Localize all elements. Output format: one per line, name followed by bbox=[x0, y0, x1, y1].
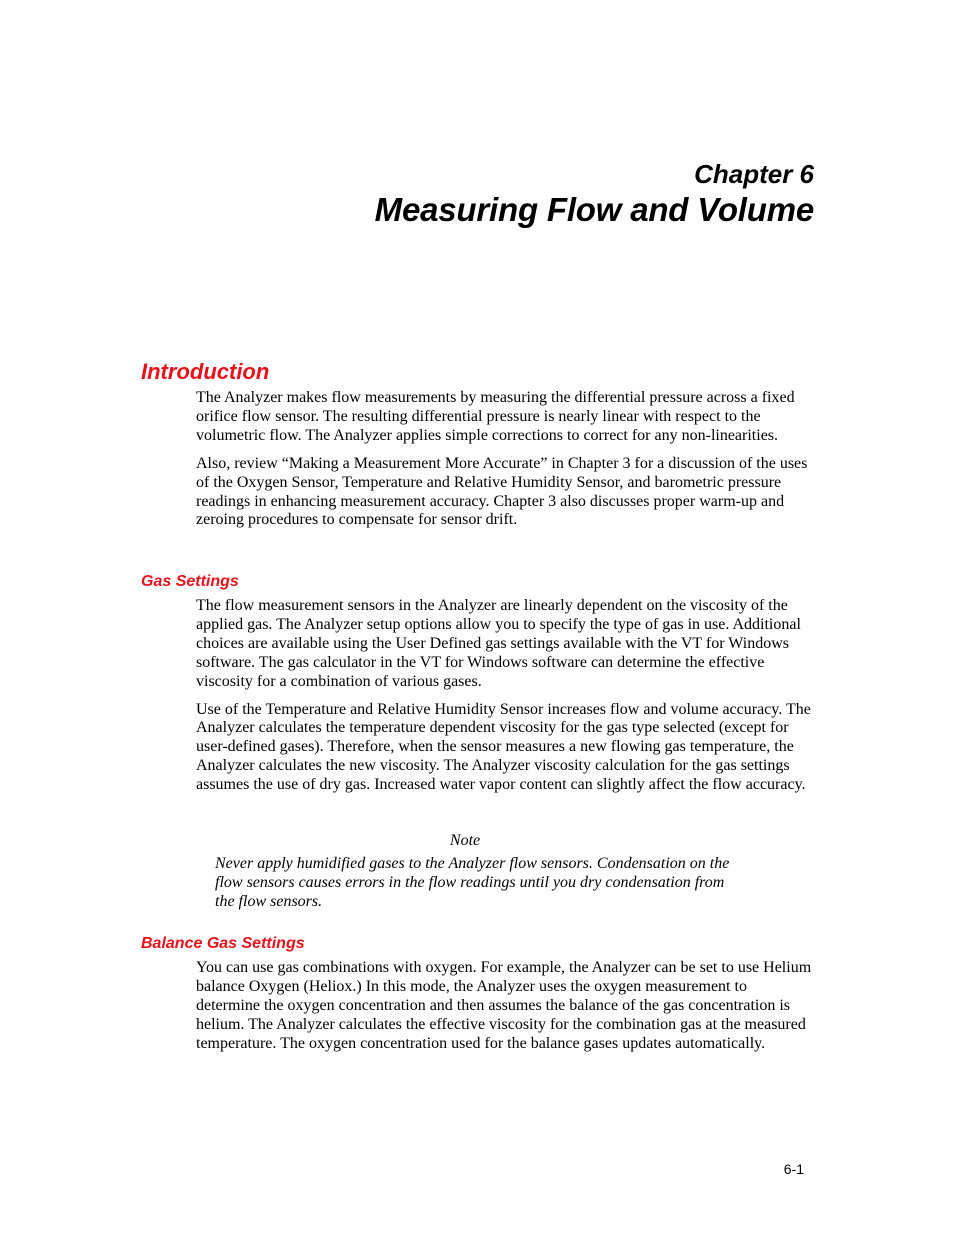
paragraph: You can use gas combinations with oxygen. For example, the Analyzer can be set to use Helium balance Oxygen (Heliox.) In this mode, the Analyzer uses the oxygen measurement to determine the oxygen concentration and then assumes the balance of the gas concentration is helium. The Analyzer calculates the effective viscosity for the combination gas at the measured temperature. The oxygen concentration used for the balance gases updates automatically. bbox=[196, 959, 812, 1052]
note-text: Never apply humidified gases to the Analyzer flow sensors. Condensation on the flow sensors causes errors in the flow readings until you dry condensation from the flow sensors. bbox=[215, 855, 730, 910]
note-block bbox=[215, 831, 735, 911]
chapter-title: Measuring Flow and Volume bbox=[374, 191, 814, 228]
section-heading-introduction: Introduction bbox=[141, 359, 270, 384]
section-body-gas-settings bbox=[196, 597, 812, 804]
section-heading-gas-settings: Gas Settings bbox=[141, 573, 239, 590]
section-body-balance-gas-settings bbox=[196, 959, 812, 1063]
chapter-label: Chapter 6 bbox=[694, 159, 814, 189]
paragraph: The flow measurement sensors in the Analyzer are linearly dependent on the viscosity of the applied gas. The Analyzer setup options allow you to specify the type of gas in use. Additional choices are available using the User Defined gas settings available with the VT for Windows software. The gas calculator in the VT for Windows software can determine the effective viscosity for a combination of various gases. bbox=[196, 597, 801, 690]
section-heading-balance-gas-settings: Balance Gas Settings bbox=[141, 935, 305, 952]
chapter-heading bbox=[375, 158, 814, 230]
section-body-introduction bbox=[196, 389, 812, 539]
paragraph: Use of the Temperature and Relative Humidity Sensor increases flow and volume accuracy. The Analyzer calculates the temperature dependent viscosity for the gas type selected (except for user-defined gases). Therefore, when the sensor measures a new flowing gas temperature, the Analyzer calculates the new viscosity. The Analyzer viscosity calculation for the gas settings assumes the use of dry gas. Increased water vapor content can slightly affect the flow accuracy. bbox=[196, 700, 811, 794]
note-label: Note bbox=[449, 832, 481, 849]
paragraph: Also, review “Making a Measurement More Accurate” in Chapter 3 for a discussion of the uses of the Oxygen Sensor, Temperature and Relative Humidity Sensor, and barometric pressure readings in enhancing measurement accuracy. Chapter 3 also discusses proper warm-up and zeroing procedures to compensate for sensor drift. bbox=[196, 454, 808, 529]
paragraph: The Analyzer makes flow measurements by measuring the differential pressure across a fixed orifice flow sensor. The resulting differential pressure is nearly linear with respect to the volumetric flow. The Analyzer applies simple corrections to correct for any non-linearities. bbox=[196, 389, 795, 444]
page-number: 6-1 bbox=[783, 1161, 804, 1177]
